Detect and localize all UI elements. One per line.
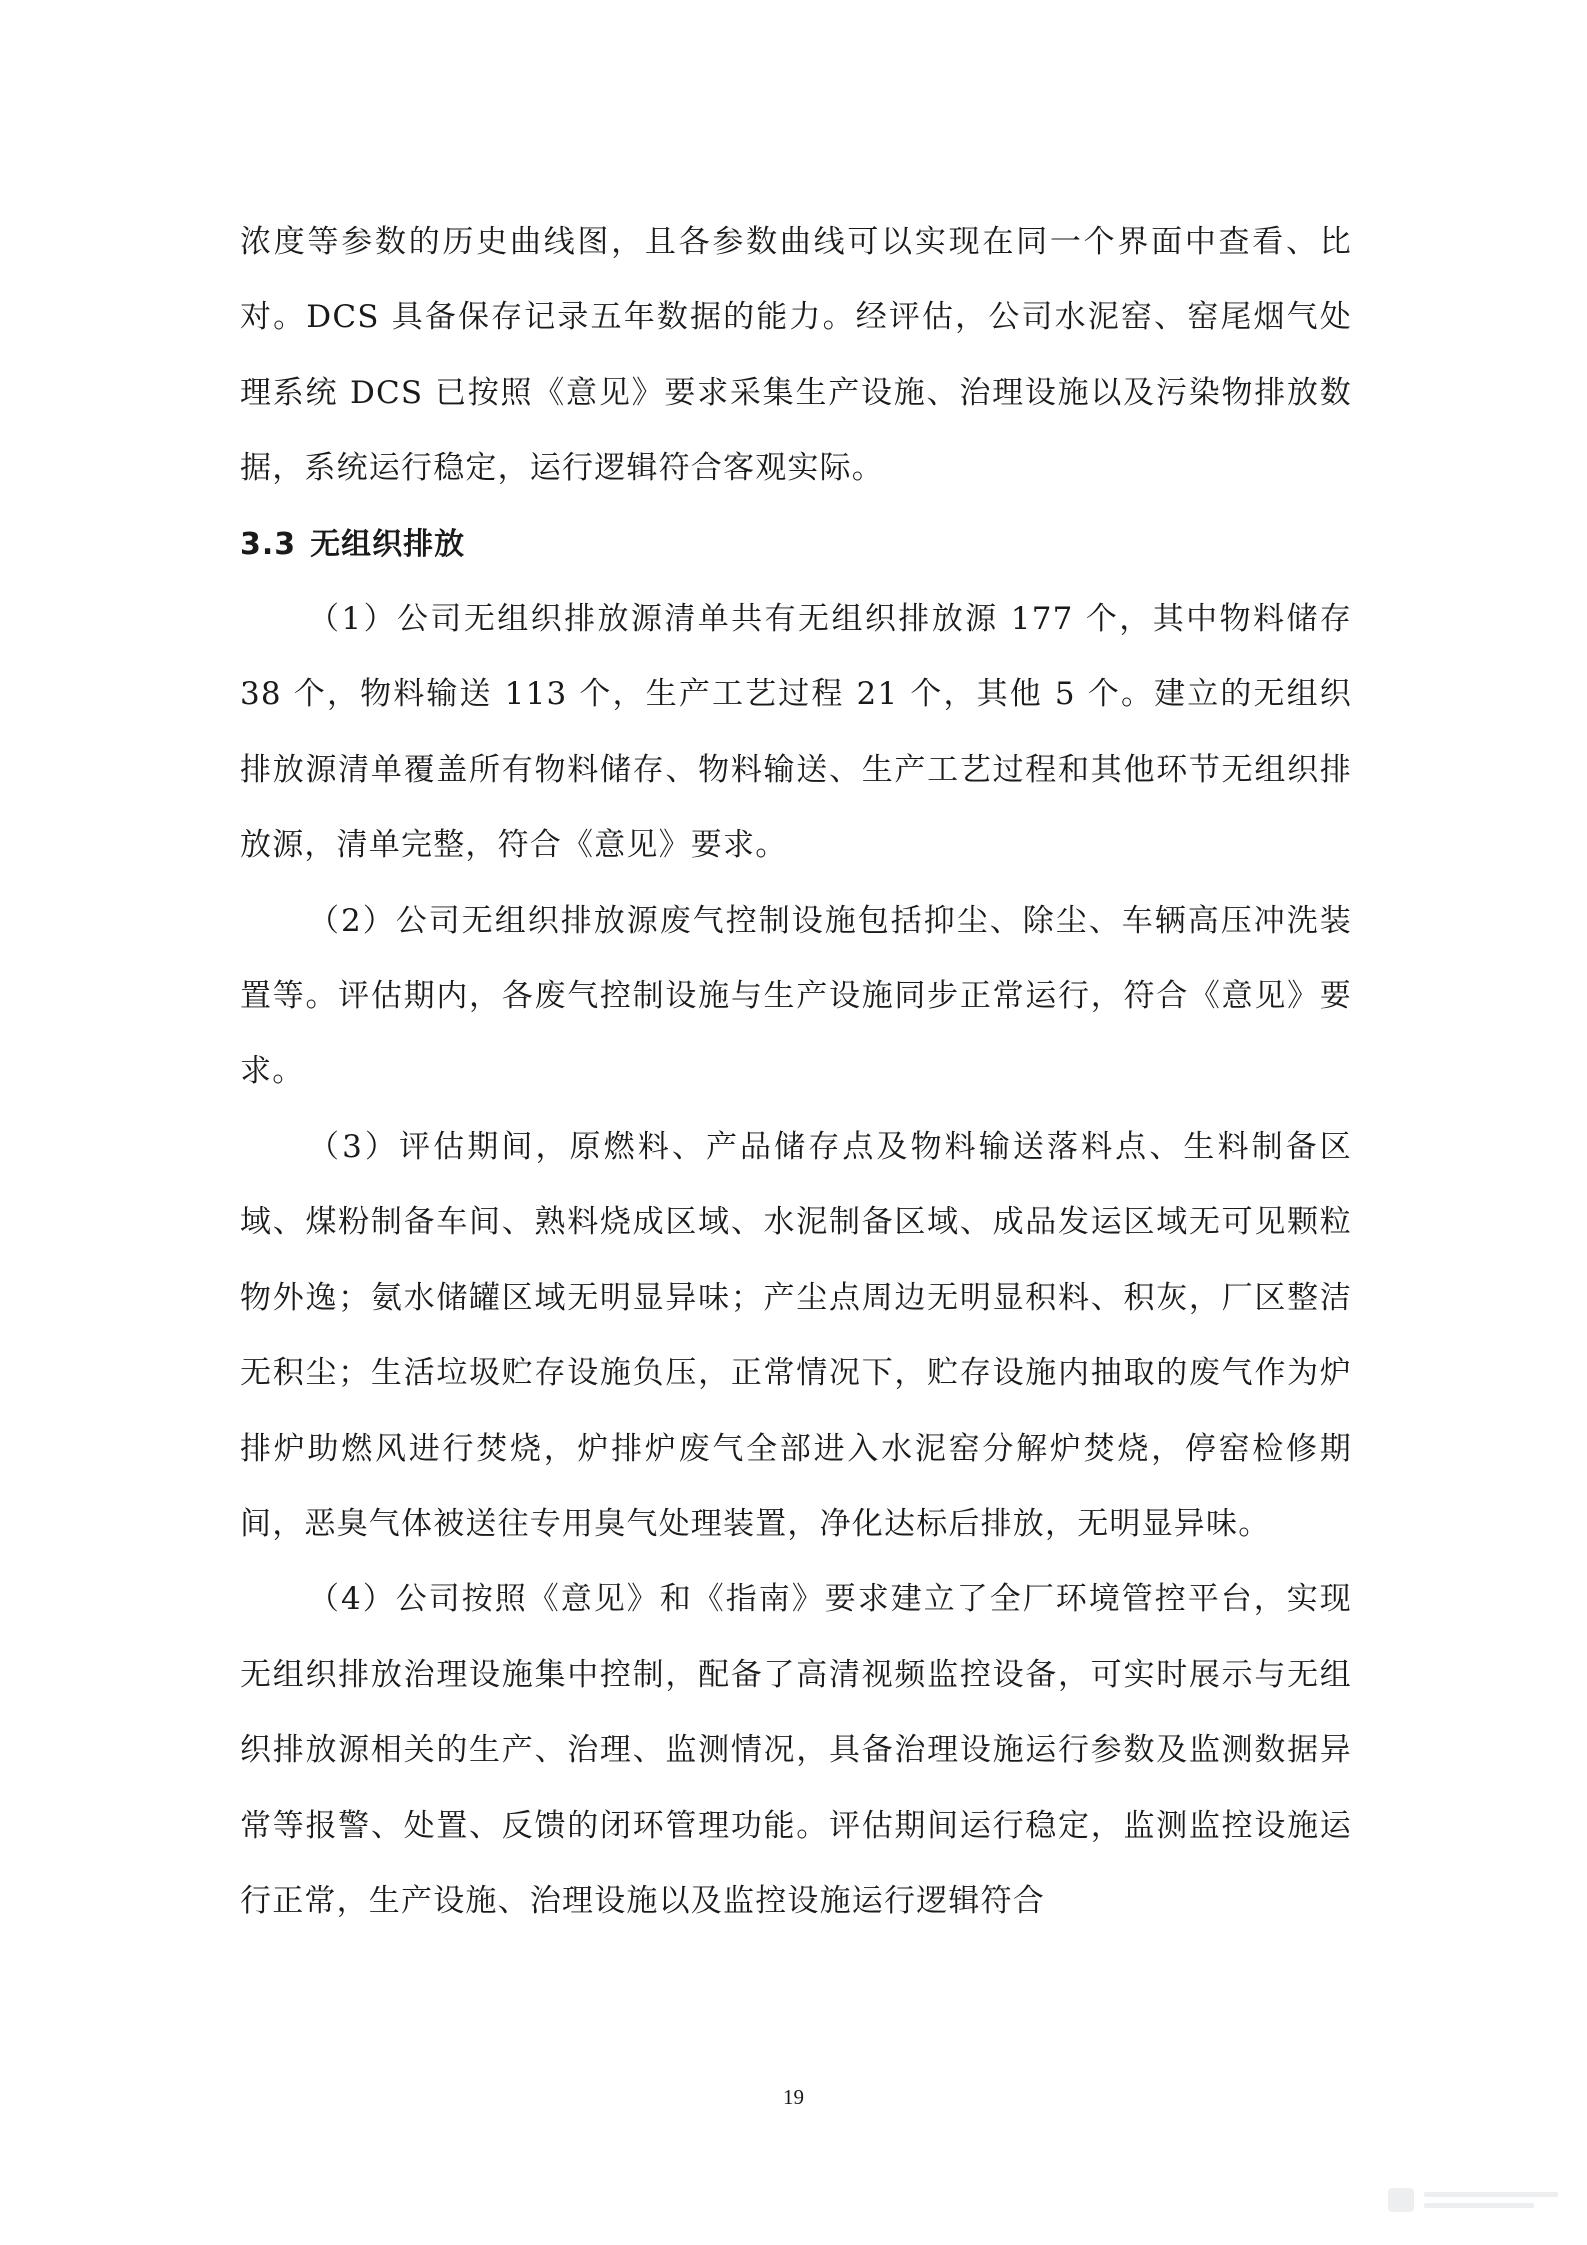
watermark-logo (1386, 2182, 1566, 2218)
continued-paragraph: 浓度等参数的历史曲线图，且各参数曲线可以实现在同一个界面中查看、比对。DCS 具备保存记录五年数据的能力。经评估，公司水泥窑、窑尾烟气处理系统 DCS 已按照《意见》要求采集生产设施、治理设施以及污染物排放数据，系统运行稳定，运行逻辑符合客观实际。 (240, 224, 1352, 487)
section-number: 3.3 (240, 526, 297, 562)
page-number: 19 (783, 2085, 804, 2109)
list-item-2: （2）公司无组织排放源废气控制设施包括抑尘、除尘、车辆高压冲洗装置等。评估期内，各废气控制设施与生产设施同步正常运行，符合《意见》要求。 (240, 902, 1352, 1090)
section-heading (240, 507, 1352, 582)
section-title: 无组织排放 (310, 526, 466, 562)
list-item-4: （4）公司按照《意见》和《指南》要求建立了全厂环境管控平台，实现无组织排放治理设施集中控制，配备了高清视频监控设备，可实时展示与无组织排放源相关的生产、治理、监测情况，具备治理设施运行参数及监测数据异常等报警、处置、反馈的闭环管理功能。评估期间运行稳定，监测监控设施运行正常，生产设施、治理设施以及监控设施运行逻辑符合 (240, 1581, 1352, 1919)
list-item-1: （1）公司无组织排放源清单共有无组织排放源 177 个，其中物料储存 38 个，物料输送 113 个，生产工艺过程 21 个，其他 5 个。建立的无组织排放源清单覆盖所有物料储存、物料输送、生产工艺过程和其他环节无组织排放源，清单完整，符合《意见》要求。 (240, 601, 1352, 864)
page-body (240, 205, 1352, 1939)
list-item-3: （3）评估期间，原燃料、产品储存点及物料输送落料点、生料制备区域、煤粉制备车间、熟料烧成区域、水泥制备区域、成品发运区域无可见颗粒物外逸；氨水储罐区域无明显异味；产尘点周边无明显积料、积灰，厂区整洁无积尘；生活垃圾贮存设施负压，正常情况下，贮存设施内抽取的废气作为炉排炉助燃风进行焚烧，炉排炉废气全部进入水泥窑分解炉焚烧，停窑检修期间，恶臭气体被送往专用臭气处理装置，净化达标后排放，无明显异味。 (240, 1128, 1352, 1542)
